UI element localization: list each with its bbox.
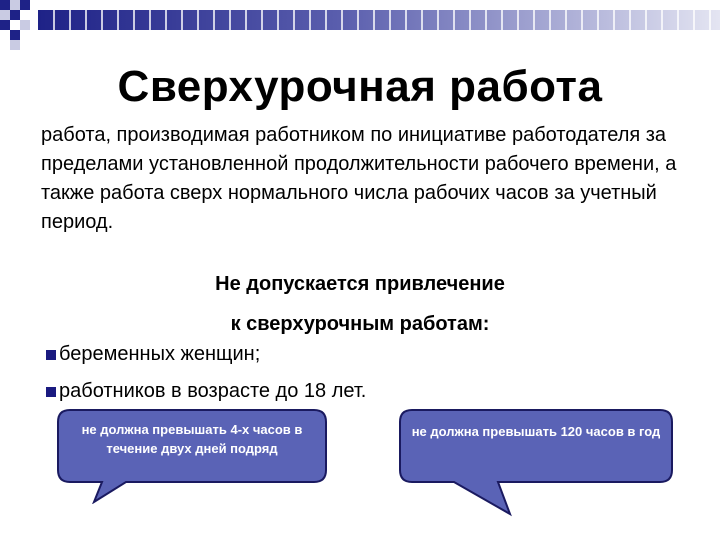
definition-text: работа, производимая работником по инициативе работодателя за пределами установленной продолжительности рабочего времени, а также работа сверх нормального числа рабочих часов за учетный период. (41, 124, 677, 233)
square-bullet-icon (46, 387, 56, 397)
bullet-item-minors (46, 380, 366, 403)
header-decoration (0, 0, 720, 60)
slide-title: Сверхурочная работа (117, 62, 603, 111)
callout-year-limit (398, 408, 674, 518)
restriction-heading-line1: Не допускается привлечение (215, 273, 505, 295)
callout-text: не должна превышать 4-х часов в течение двух дней подряд (81, 422, 303, 456)
bullet-text: работников в возрасте до 18 лет. (59, 380, 367, 402)
callout-two-days-limit (56, 408, 328, 504)
bullet-text: беременных женщин; (59, 343, 261, 365)
bullet-item-pregnant (46, 343, 260, 366)
square-bullet-icon (46, 350, 56, 360)
callout-text: не должна превышать 120 часов в год (411, 424, 661, 439)
corner-squares (0, 0, 30, 50)
header-stripe (38, 10, 720, 30)
restriction-heading-line2: к сверхурочным работам: (230, 313, 490, 335)
